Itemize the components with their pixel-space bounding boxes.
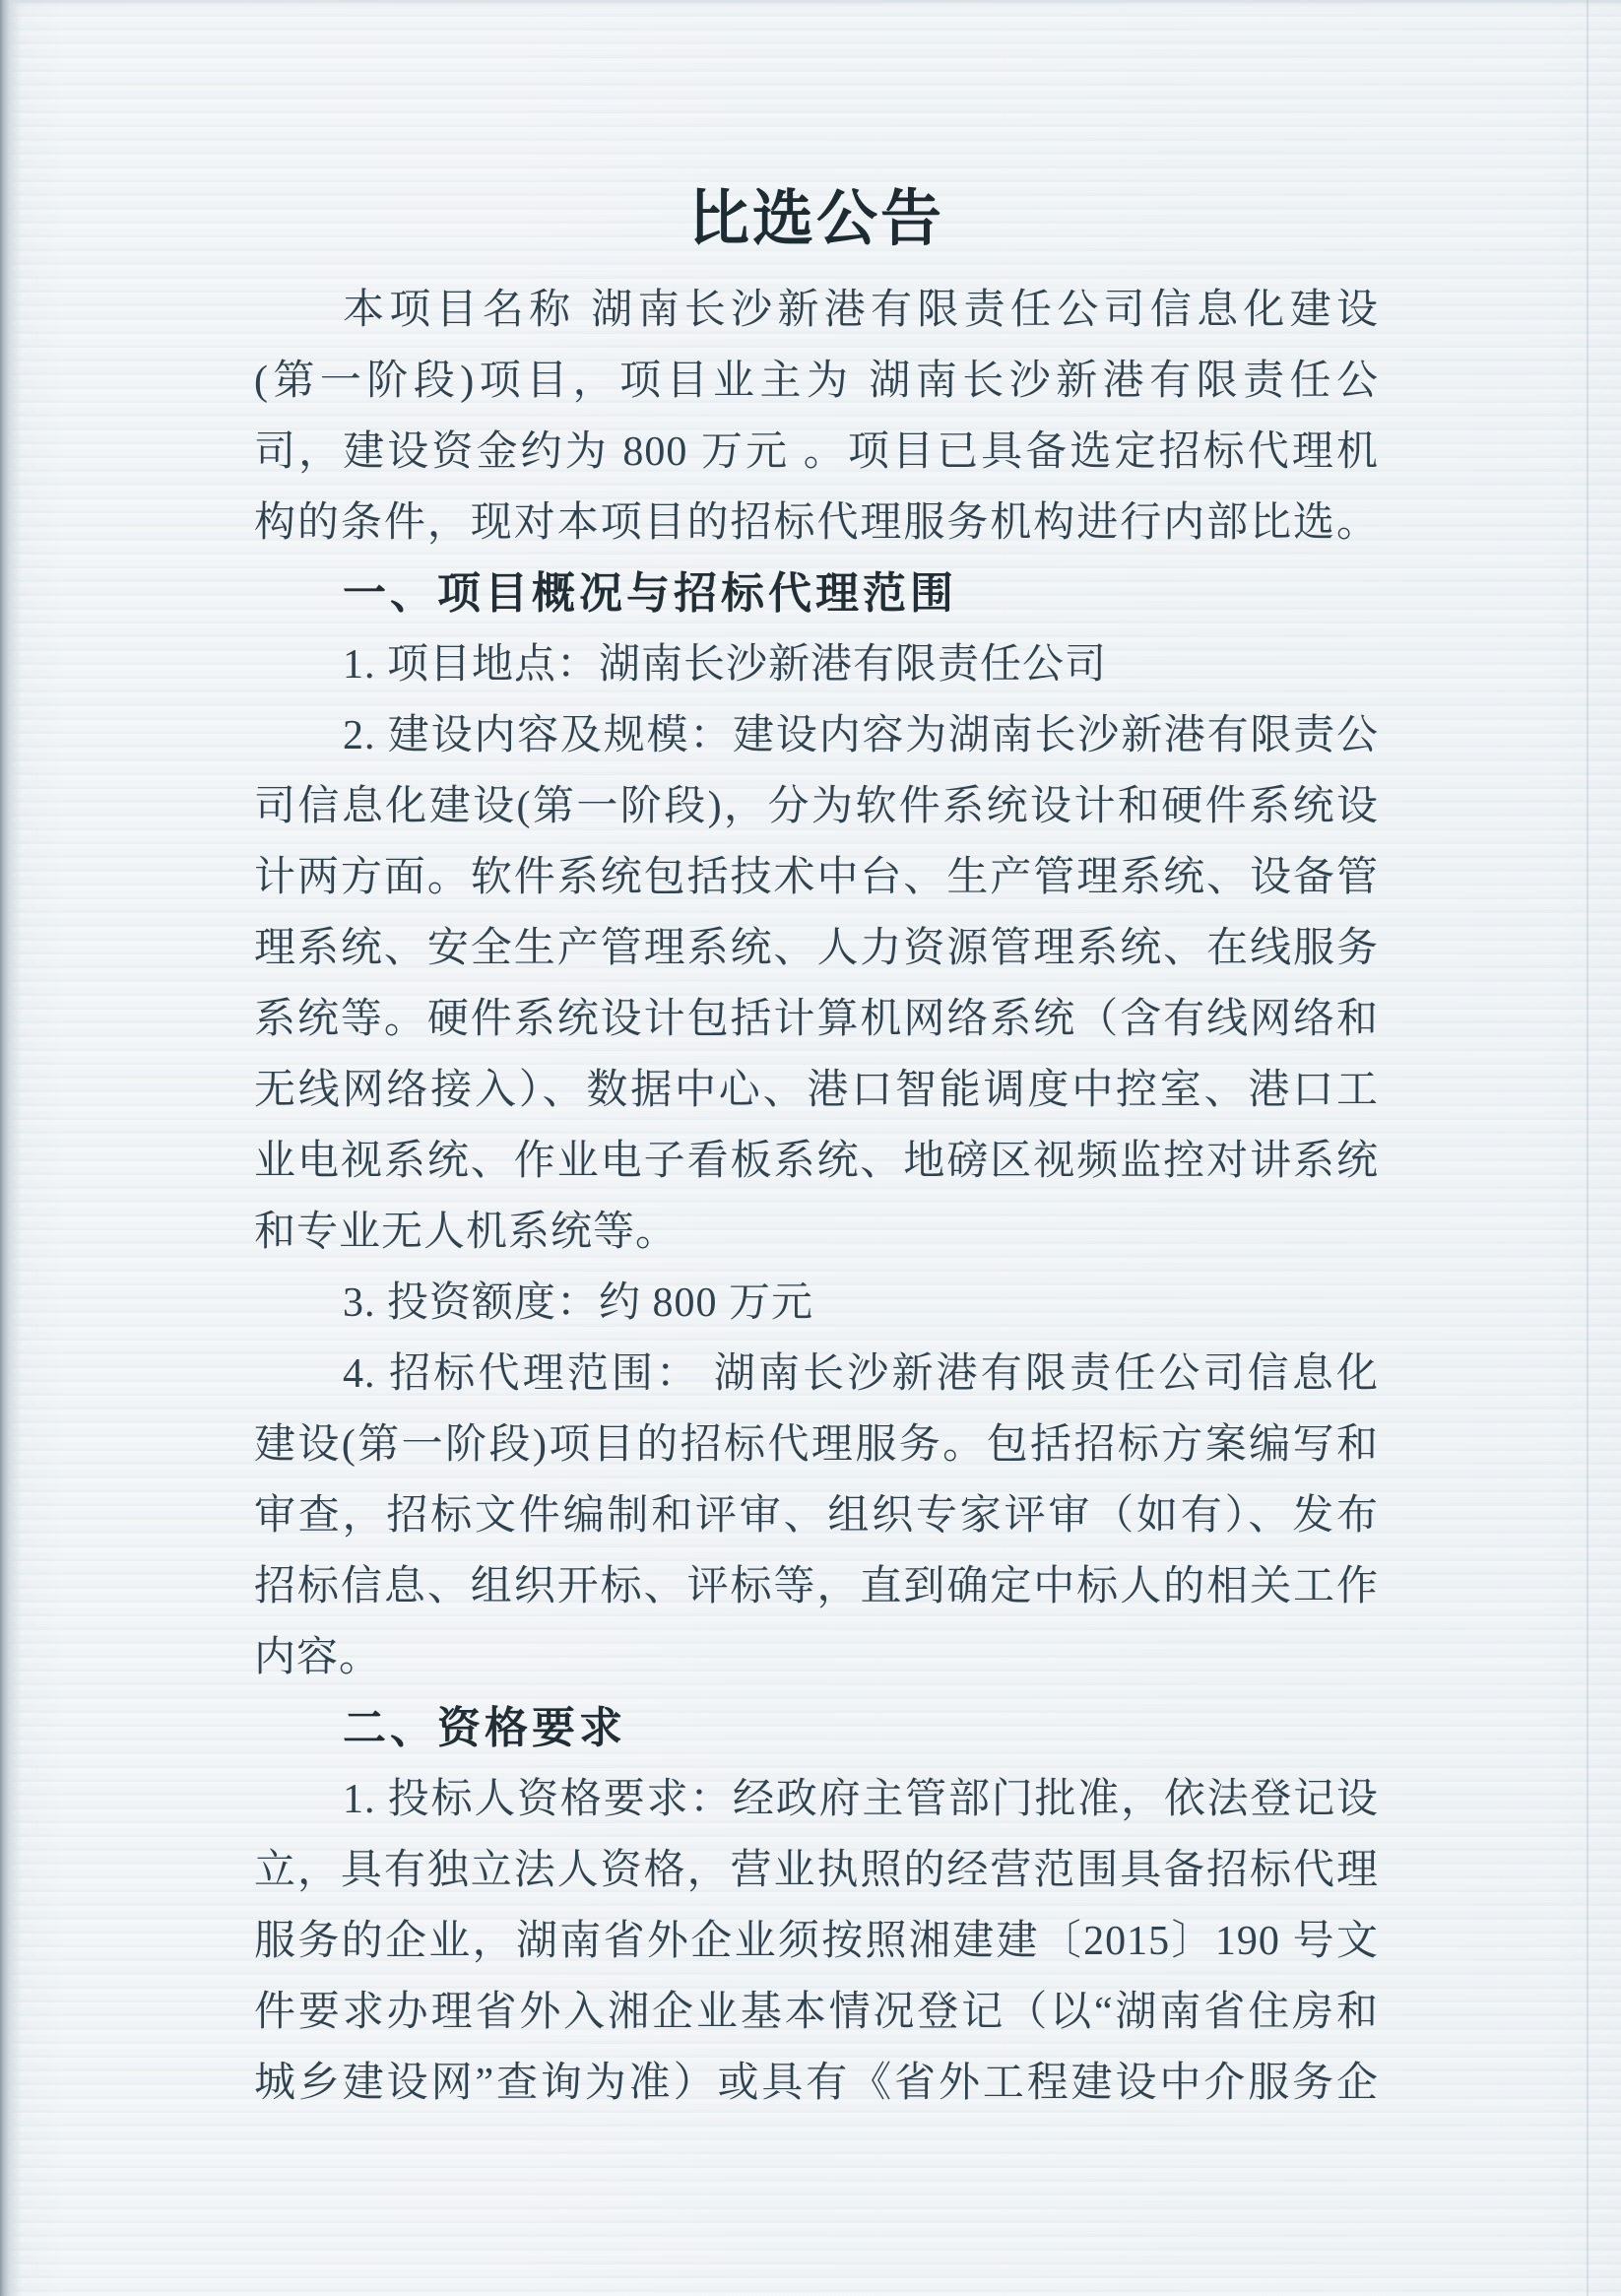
body-line: 计两方面。软件系统包括技术中台、生产管理系统、设备管: [254, 855, 1379, 900]
body-line: 建设(第一阶段)项目的招标代理服务。包括招标方案编写和: [254, 1422, 1379, 1468]
body-line: 业电视系统、作业电子看板系统、地磅区视频监控对讲系统: [254, 1139, 1379, 1184]
body-line: 系统等。硬件系统设计包括计算机网络系统（含有线网络和: [254, 997, 1379, 1042]
body-line: 构的条件，现对本项目的招标代理服务机构进行内部比选。: [254, 500, 1379, 546]
body-line: 件要求办理省外入湘企业基本情况登记（以“湖南省住房和: [254, 1990, 1379, 2035]
body-line: 本项目名称 湖南长沙新港有限责任公司信息化建设: [343, 288, 1379, 333]
body-line: 城乡建设网”查询为准）或具有《省外工程建设中介服务企: [254, 2061, 1379, 2106]
body-line: 1. 投标人资格要求：经政府主管部门批准，依法登记设: [343, 1777, 1379, 1822]
section-heading: 一、项目概况与招标代理范围: [343, 569, 957, 618]
body-line: 司信息化建设(第一阶段)，分为软件系统设计和硬件系统设: [254, 784, 1379, 829]
body-line: 4. 招标代理范围： 湖南长沙新港有限责任公司信息化: [343, 1351, 1379, 1397]
body-line: 无线网络接入）、数据中心、港口智能调度中控室、港口工: [254, 1068, 1379, 1113]
body-line: 1. 项目地点：湖南长沙新港有限责任公司: [343, 642, 1108, 688]
body-line: 服务的企业，湖南省外企业须按照湘建建〔2015〕190 号文: [254, 1919, 1379, 1964]
body-line: 审查，招标文件编制和评审、组织专家评审（如有）、发布: [254, 1493, 1379, 1539]
document-content: [254, 0, 1379, 2119]
body-line: 3. 投资额度：约 800 万元: [343, 1280, 814, 1326]
body-line: 司，建设资金约为 800 万元 。项目已具备选定招标代理机: [254, 429, 1379, 475]
body-line: 和专业无人机系统等。: [254, 1210, 679, 1255]
body-line: 理系统、安全生产管理系统、人力资源管理系统、在线服务: [254, 926, 1379, 971]
body-line: 内容。: [254, 1635, 382, 1680]
body-line: 招标信息、组织开标、评标等，直到确定中标人的相关工作: [254, 1564, 1379, 1609]
body-line: 立，具有独立法人资格，营业执照的经营范围具备招标代理: [254, 1848, 1379, 1893]
document-title: 比选公告: [687, 186, 944, 253]
body-line: (第一阶段)项目，项目业主为 湖南长沙新港有限责任公: [254, 359, 1379, 404]
section-heading: 二、资格要求: [343, 1704, 626, 1752]
body-line: 2. 建设内容及规模：建设内容为湖南长沙新港有限责公: [343, 713, 1379, 758]
